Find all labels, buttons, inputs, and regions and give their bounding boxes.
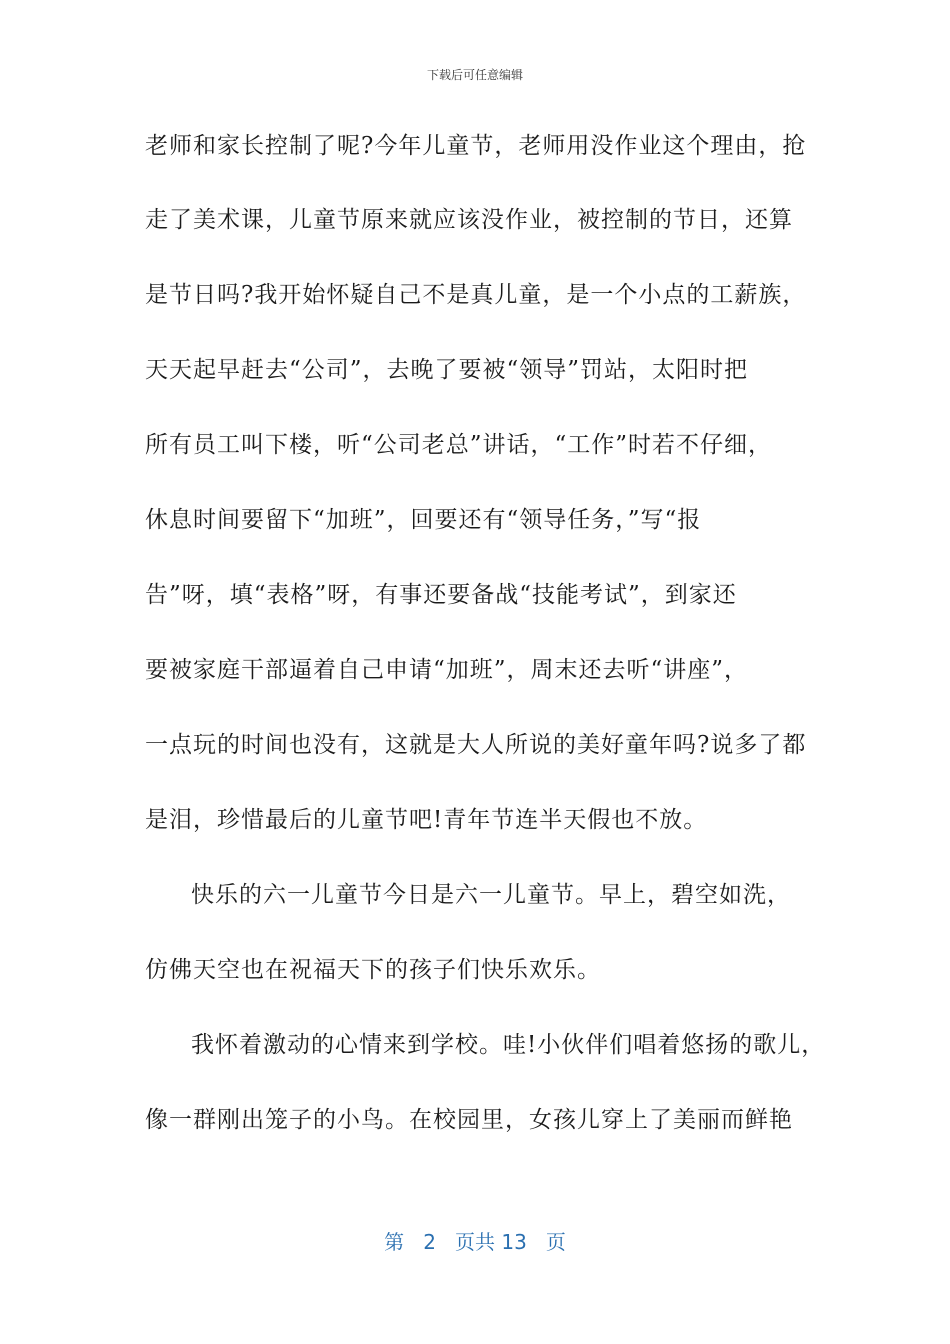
text-line: 像一群刚出笼子的小鸟。在校园里，女孩儿穿上了美丽而鲜艳 (145, 1107, 793, 1133)
page-label-suffix: 页 (545, 1230, 566, 1254)
page-label-prefix: 第 (384, 1230, 405, 1254)
text-line: 是节日吗?我开始怀疑自己不是真儿童，是一个小点的工薪族， (145, 282, 807, 308)
text-line: 是泪，珍惜最后的儿童节吧!青年节连半天假也不放。 (145, 807, 708, 833)
text-line: 所有员工叫下楼，听“公司老总”讲话，“工作”时若不仔细， (145, 432, 773, 458)
page-number: 2 (423, 1230, 436, 1254)
text-line: 天天起早赶去“公司”，去晚了要被“领导”罚站，太阳时把 (145, 357, 749, 383)
text-line: 老师和家长控制了呢?今年儿童节，老师用没作业这个理由，抢 (145, 133, 807, 159)
text-line: 仿佛天空也在祝福天下的孩子们快乐欢乐。 (145, 957, 601, 983)
text-line: 告”呀，填“表格”呀，有事还要备战“技能考试”，到家还 (145, 582, 737, 608)
page-footer (0, 1226, 950, 1255)
text-line: 要被家庭干部逼着自己申请“加班”，周末还去听“讲座”， (145, 657, 749, 683)
text-line: 一点玩的时间也没有，这就是大人所说的美好童年吗?说多了都 (145, 732, 807, 758)
page-label-middle: 页共 (455, 1230, 495, 1254)
page-header: 下载后可任意编辑 (426, 68, 523, 82)
total-pages: 13 (501, 1230, 527, 1254)
paragraph-start-line: 快乐的六一儿童节今日是六一儿童节。早上，碧空如洗， (191, 882, 791, 908)
paragraph-start-line: 我怀着激动的心情来到学校。哇!小伙伴们唱着悠扬的歌儿， (191, 1032, 826, 1058)
text-line: 休息时间要留下“加班”，回要还有“领导任务，”写“报 (145, 507, 702, 533)
text-line: 走了美术课，儿童节原来就应该没作业，被控制的节日，还算 (145, 207, 793, 233)
